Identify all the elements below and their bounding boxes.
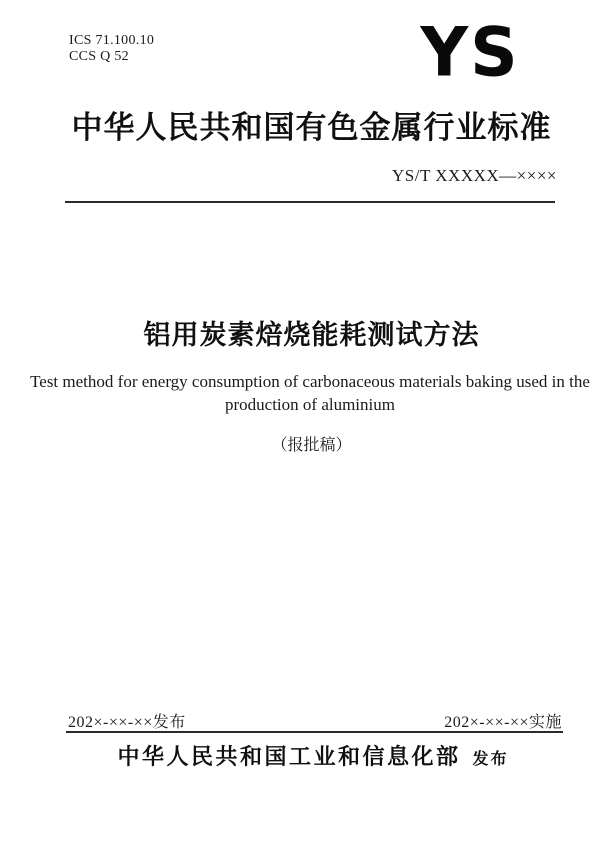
publisher-row [33,740,593,771]
publish-label: 发布 [472,751,509,768]
title-english-line1: Test method for energy consumption of carbonaceous materials baking used in the [30,372,590,391]
header-divider-rule [65,201,555,203]
draft-status: （报批稿） [271,437,352,454]
standard-number: YS/T XXXXX—×××× [391,166,557,185]
document-title-english [30,370,590,416]
ys-logo: YS [420,13,520,92]
ccs-code: CCS Q 52 [69,49,129,64]
document-title-chinese: 铝用炭素焙烧能耗测试方法 [143,320,480,350]
footer-divider-rule [66,731,563,733]
issue-date: 202×-××-××发布 [68,714,186,731]
title-english-line2: production of aluminium [225,395,395,414]
classification-codes [69,33,154,65]
standard-category-title: 中华人民共和国有色金属行业标准 [71,110,552,145]
ics-code: ICS 71.100.10 [69,33,155,48]
publisher-name: 中华人民共和国工业和信息化部 [117,744,461,769]
dates-row [68,709,562,732]
implementation-date: 202×-××-××实施 [444,714,562,731]
